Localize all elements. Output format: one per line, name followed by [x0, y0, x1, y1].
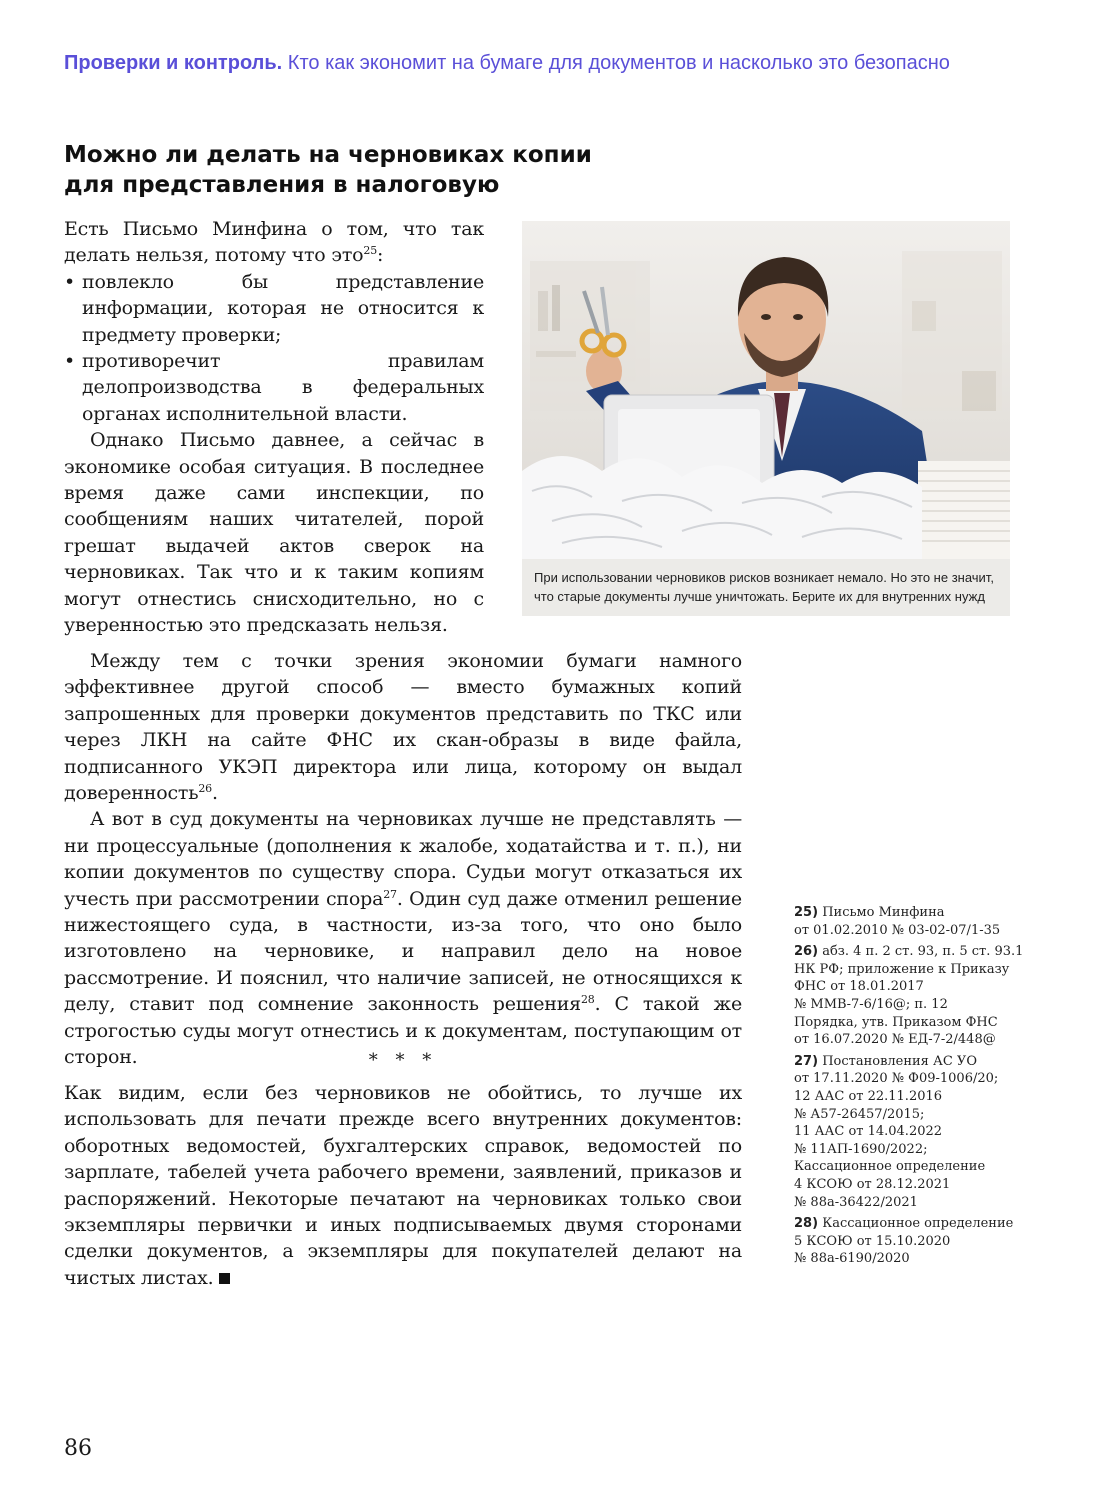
footnote-number: 25): [794, 905, 819, 920]
footnote: 25) Письмо Минфина от 01.02.2010 № 03-02-07/1-35: [794, 905, 1001, 938]
paragraph-court: А вот в суд документы на черновиках лучше не представлять — ни процессуальные (дополнения к жалобе, ходатайства и т. п.), ни копии документов по существу спора. Судьи могут отказаться их учесть при рассмотрении спора$^{27}$. Один суд даже отменил решение нижестоящего суда, в частности, из-за того, что оно было изготовлено на черновике, и направил дело на новое рассмотрение. И пояснил, что наличие записей, не относящихся к делу, ставит под сомнение законность решения$^{28}$. С такой же строгостью суды могут отнестись и к документам, поступающим от сторон.: [64, 808, 743, 1069]
footnote-ref[interactable]: 25: [363, 244, 377, 258]
end-of-article-mark: [219, 1273, 230, 1284]
section-name: Проверки и контроль.: [64, 52, 283, 74]
list-item: • противоречит правилам делопроизводства в федеральных органах исполнительной власти.: [64, 350, 484, 425]
footnote: 28) Кассационное определение 5 КСОЮ от 15.10.2020 № 88а-6190/2020: [794, 1216, 1014, 1267]
intro-paragraph: Есть Письмо Минфина о том, что так делать нельзя, потому что это$^{25}$:: [64, 218, 484, 267]
section-separator: * * *: [368, 1050, 438, 1071]
paragraph-conclusion: Как видим, если без черновиков не обойтись, то лучше их использовать для печати прежде всего внутренних документов: оборотных ведомостей, бухгалтерских справок, ведомостей по зарплате, табелей учета рабочего времени, заявлений, приказов и распоряжений. Некоторые печатают на черновиках только свои экземпляры первички и иных подписываемых двумя сторонами сделки документов, а экземпляры для покупателей делают на чистых листах.: [64, 1082, 742, 1289]
footnote-ref[interactable]: 27: [383, 887, 397, 901]
footnote-number: 26): [794, 944, 819, 960]
footnote-ref[interactable]: 28: [580, 993, 595, 1007]
footnote-ref[interactable]: 26: [198, 782, 212, 796]
footnote-number: 28): [794, 1216, 819, 1232]
article-title: [64, 140, 684, 200]
narrow-column: [64, 216, 484, 639]
office-worker-photo: [522, 221, 1010, 559]
footnote: 27) Постановления АС УО от 17.11.2020 № Ф09-1006/20; 12 ААС от 22.11.2016 № А57-26457/2015; 11 ААС от 14.04.2022 № 11АП-1690/2022; Кассационное определение 4 КСОЮ от 28.12.2021 № 88а-36422/2021: [794, 1053, 999, 1210]
caption-line: При использовании черновиков рисков возникает немало. Но это не значит,: [534, 570, 994, 585]
wide-column: [64, 648, 742, 1071]
conclusion-block: [64, 1080, 742, 1291]
reasons-list: [64, 269, 484, 427]
list-item: • повлекло бы представление информации, которая не относится к предмету проверки;: [64, 270, 484, 346]
page-number: 86: [64, 1436, 92, 1461]
paragraph-efficiency: Между тем с точки зрения экономии бумаги намного эффективнее другой способ — вместо бумажных копий запрошенных для проверки документов представить по ТКС или через ЛКН на сайте ФНС их скан-образы в виде файла, подписанного УКЭП директора или лица, которому он выдал доверенность$^{26}$.: [64, 650, 742, 805]
section-subtitle: Кто как экономит на бумаге для документов и насколько это безопасно: [287, 52, 950, 74]
footnote: 26) абз. 4 п. 2 ст. 93, п. 5 ст. 93.1 НК РФ; приложение к Приказу ФНС от 18.01.2017 № ММВ-7-6/16@; п. 12 Порядка, утв. Приказом ФНС от 16.07.2020 № ЕД-7-2/448@: [794, 944, 1024, 1048]
footnote-number: 27): [794, 1053, 819, 1069]
caption-line: что старые документы лучше уничтожать. Берите их для внутренних нужд: [534, 589, 985, 604]
footnotes-column: [794, 904, 1034, 1272]
article-figure: [522, 221, 1010, 616]
title-line: Можно ли делать на черновиках копии: [64, 142, 592, 168]
running-header: [64, 52, 1044, 75]
figure-caption: [522, 559, 1010, 616]
paper-stack: [918, 461, 1010, 559]
paragraph-old-letter: Однако Письмо давнее, а сейчас в экономике особая ситуация. В последнее время даже сами инспекции, по сообщениям наших читателей, порой грешат выдачей актов сверок на черновиках. Так что и к таким копиям могут отнестись снисходительно, но с уверенностью это предсказать нельзя.: [64, 429, 484, 637]
title-line: для представления в налоговую: [64, 172, 500, 198]
